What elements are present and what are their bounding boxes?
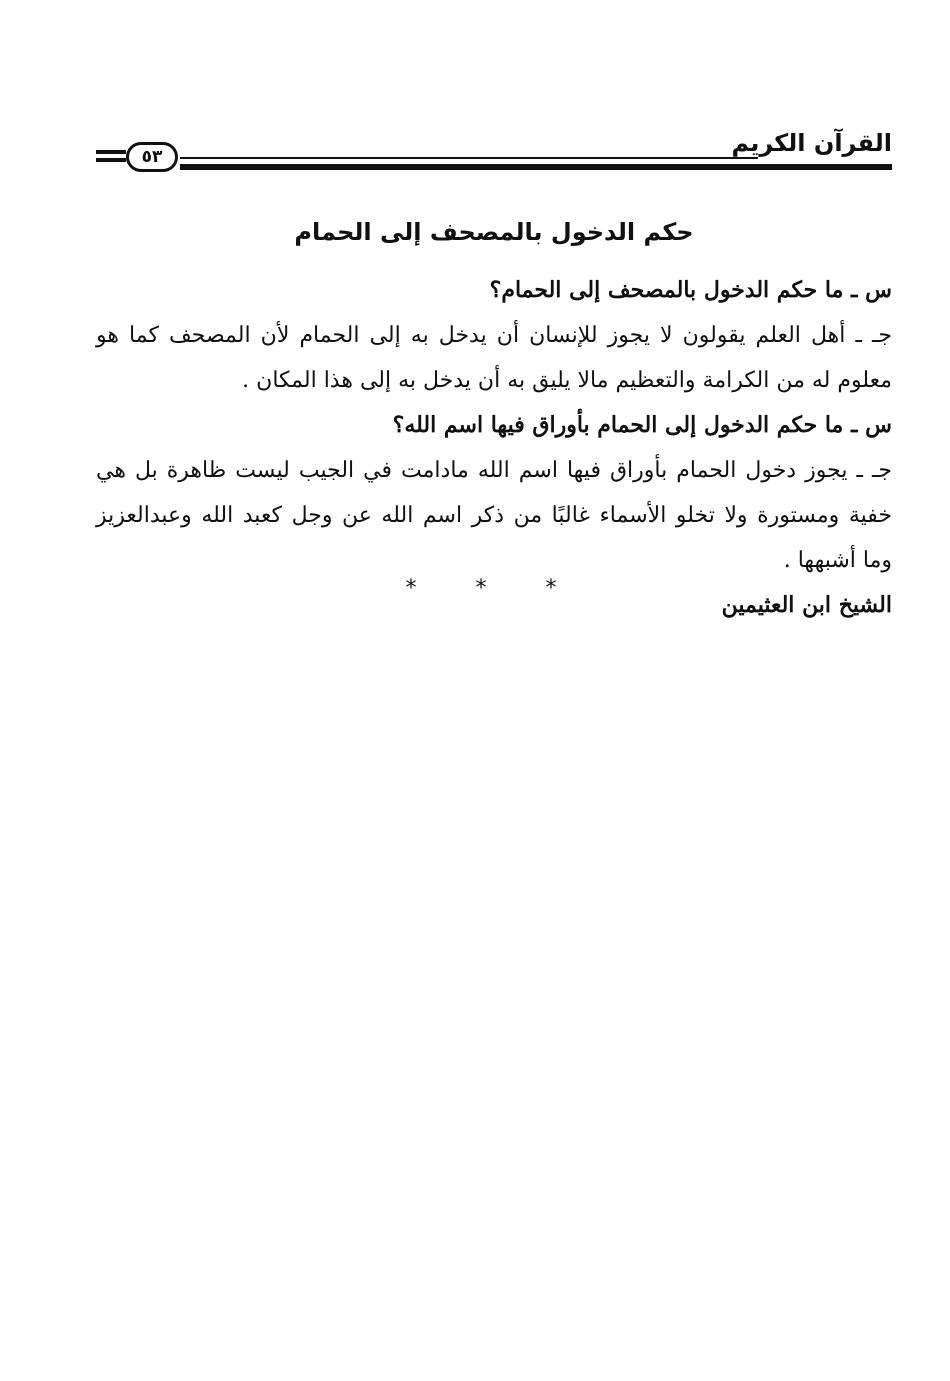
section-separator: * * * bbox=[405, 576, 583, 601]
header-rule-thin bbox=[180, 157, 758, 159]
answer-2 bbox=[96, 448, 892, 583]
section-title: حكم الدخول بالمصحف إلى الحمام bbox=[294, 218, 694, 246]
question-text: ما حكم الدخول بالمصحف إلى الحمام؟ bbox=[489, 277, 844, 303]
question-1 bbox=[96, 268, 892, 313]
running-header bbox=[96, 124, 892, 176]
ornament-line bbox=[96, 150, 126, 154]
question-prefix: س ـ bbox=[851, 277, 892, 303]
answer-1 bbox=[96, 313, 892, 403]
ornament-line bbox=[96, 158, 126, 162]
answer-text: أهل العلم يقولون لا يجوز للإنسان أن يدخل به إلى الحمام لأن المصحف كما هو معلوم له من الكرامة والتعظيم مالا يليق به أن يدخل به إلى هذا المكان . bbox=[96, 323, 892, 393]
header-rule-thick bbox=[180, 164, 892, 170]
answer-prefix: جـ ـ bbox=[856, 458, 892, 483]
question-prefix: س ـ bbox=[851, 412, 892, 438]
header-ornament bbox=[96, 150, 126, 166]
header-title: القرآن الكريم bbox=[731, 129, 892, 157]
author-attribution: الشيخ ابن العثيمين bbox=[721, 592, 892, 618]
answer-text: يجوز دخول الحمام بأوراق فيها اسم الله مادامت في الجيب ليست ظاهرة بل هي خفية ومستورة ولا تخلو الأسماء غالبًا من ذكر اسم الله عن وجل كعبد الله وعبدالعزيز وما أشبهها . bbox=[96, 458, 892, 573]
page-number: ٥٣ bbox=[126, 142, 178, 172]
question-2 bbox=[96, 403, 892, 448]
answer-prefix: جـ ـ bbox=[855, 323, 892, 348]
question-text: ما حكم الدخول إلى الحمام بأوراق فيها اسم الله؟ bbox=[392, 412, 844, 438]
